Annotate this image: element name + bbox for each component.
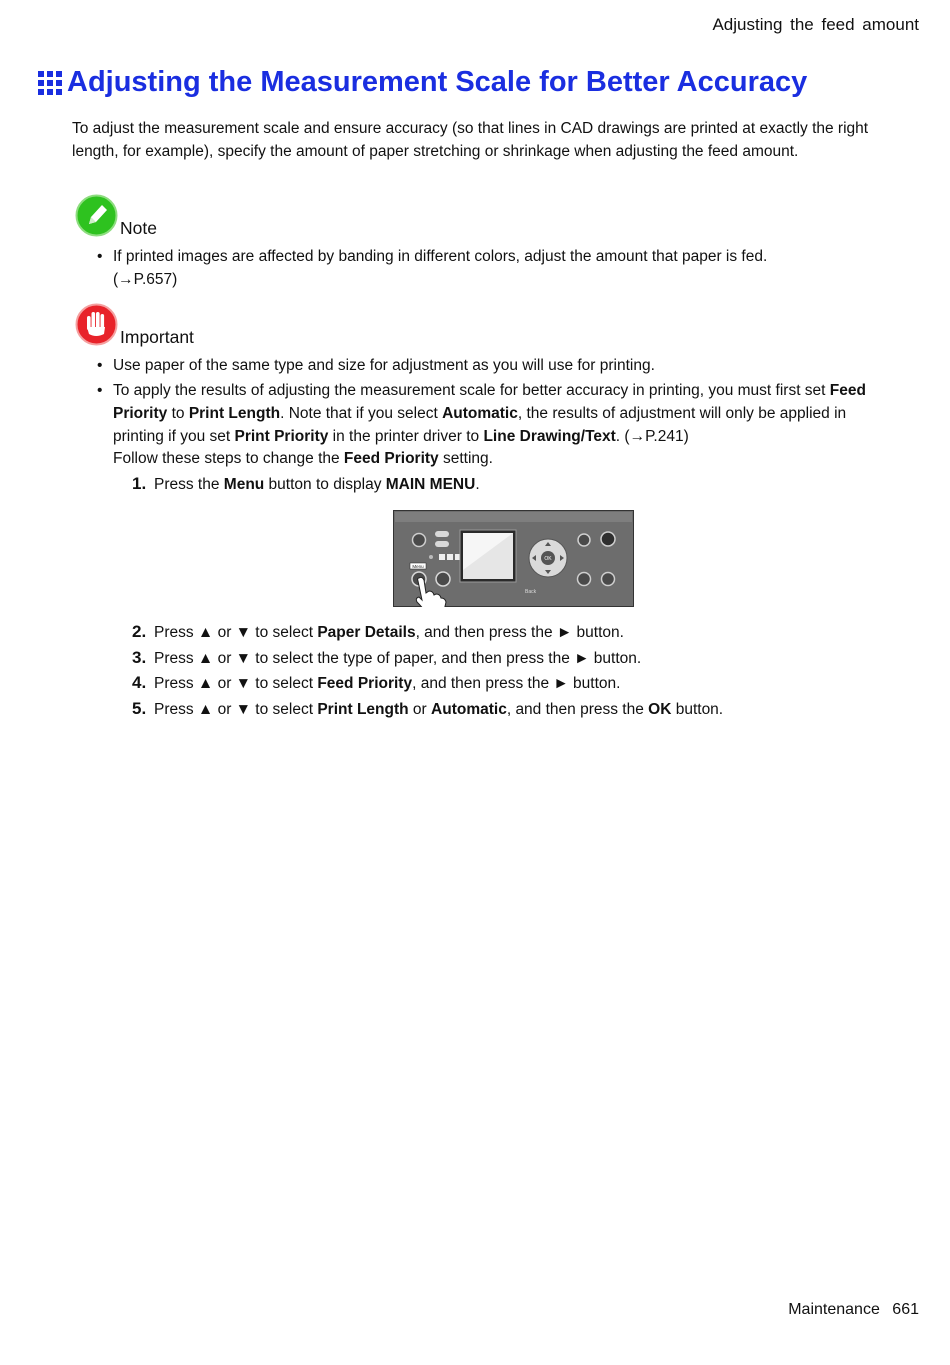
list-item: • To apply the results of adjusting the measurement scale for better accuracy in printing, you must first set Feed Priority to Print Length. Note that if you select Automatic, the results of adjustment will only be applied in printing if you set Print Priority in the printer driver to Line Drawing/Text. (→P.241) [97, 382, 866, 445]
page-title [38, 66, 807, 99]
important-label: Important [120, 327, 194, 347]
small-button [435, 541, 449, 547]
section-grid-icon [38, 71, 62, 95]
step-item: 2. Press ▲ or ▼ to select Paper Details, and then press the ► button. [132, 622, 624, 641]
important-list [97, 354, 887, 450]
page-reference-link[interactable]: (→P.657) [113, 271, 178, 288]
intro-paragraph: To adjust the measurement scale and ensure accuracy (so that lines in CAD drawings are printed at exactly the right length, for example), specify the amount of paper stretching or shrinkage when adjusting the feed amount. [72, 120, 869, 160]
step-item: 1. Press the Menu button to display MAIN MENU. [132, 474, 480, 493]
step-item: 5. Press ▲ or ▼ to select Print Length or Automatic, and then press the OK button. [132, 698, 724, 718]
page-number: 661 [892, 1301, 919, 1318]
ok-label: OK [544, 556, 552, 562]
stop-eject-button [602, 573, 615, 586]
page-title-text: Adjusting the Measurement Scale for Better Accuracy [67, 66, 808, 98]
list-item: • If printed images are affected by banding in different colors, adjust the amount that paper is fed. (→P.657) [97, 248, 768, 288]
chapter-name: Maintenance [788, 1301, 880, 1318]
load-eject-button [578, 573, 591, 586]
follow-steps-text: Follow these steps to change the Feed Priority setting. [113, 450, 493, 467]
back-label: Back [525, 589, 537, 595]
important-hand-icon [75, 303, 118, 346]
information-button [578, 534, 590, 546]
steps-list-first [132, 474, 480, 500]
steps-list-rest [132, 622, 723, 724]
page-footer [788, 1301, 919, 1319]
function-button [436, 572, 450, 586]
power-button [601, 532, 615, 546]
step-item: 3. Press ▲ or ▼ to select the type of paper, and then press the ► button. [132, 647, 642, 667]
list-item: • Use paper of the same type and size for adjustment as you will use for printing. [97, 357, 655, 374]
menu-label: Menu [412, 564, 424, 569]
control-panel-illustration [393, 510, 634, 607]
running-header: Adjusting the feed amount [712, 15, 919, 34]
note-pencil-icon [75, 194, 118, 237]
important-header [75, 303, 194, 346]
stop-button [413, 534, 426, 547]
note-list [97, 245, 887, 293]
step-item: 4. Press ▲ or ▼ to select Feed Priority, and then press the ► button. [132, 673, 621, 692]
small-button [435, 531, 449, 537]
note-header [75, 194, 157, 237]
note-label: Note [120, 218, 157, 238]
